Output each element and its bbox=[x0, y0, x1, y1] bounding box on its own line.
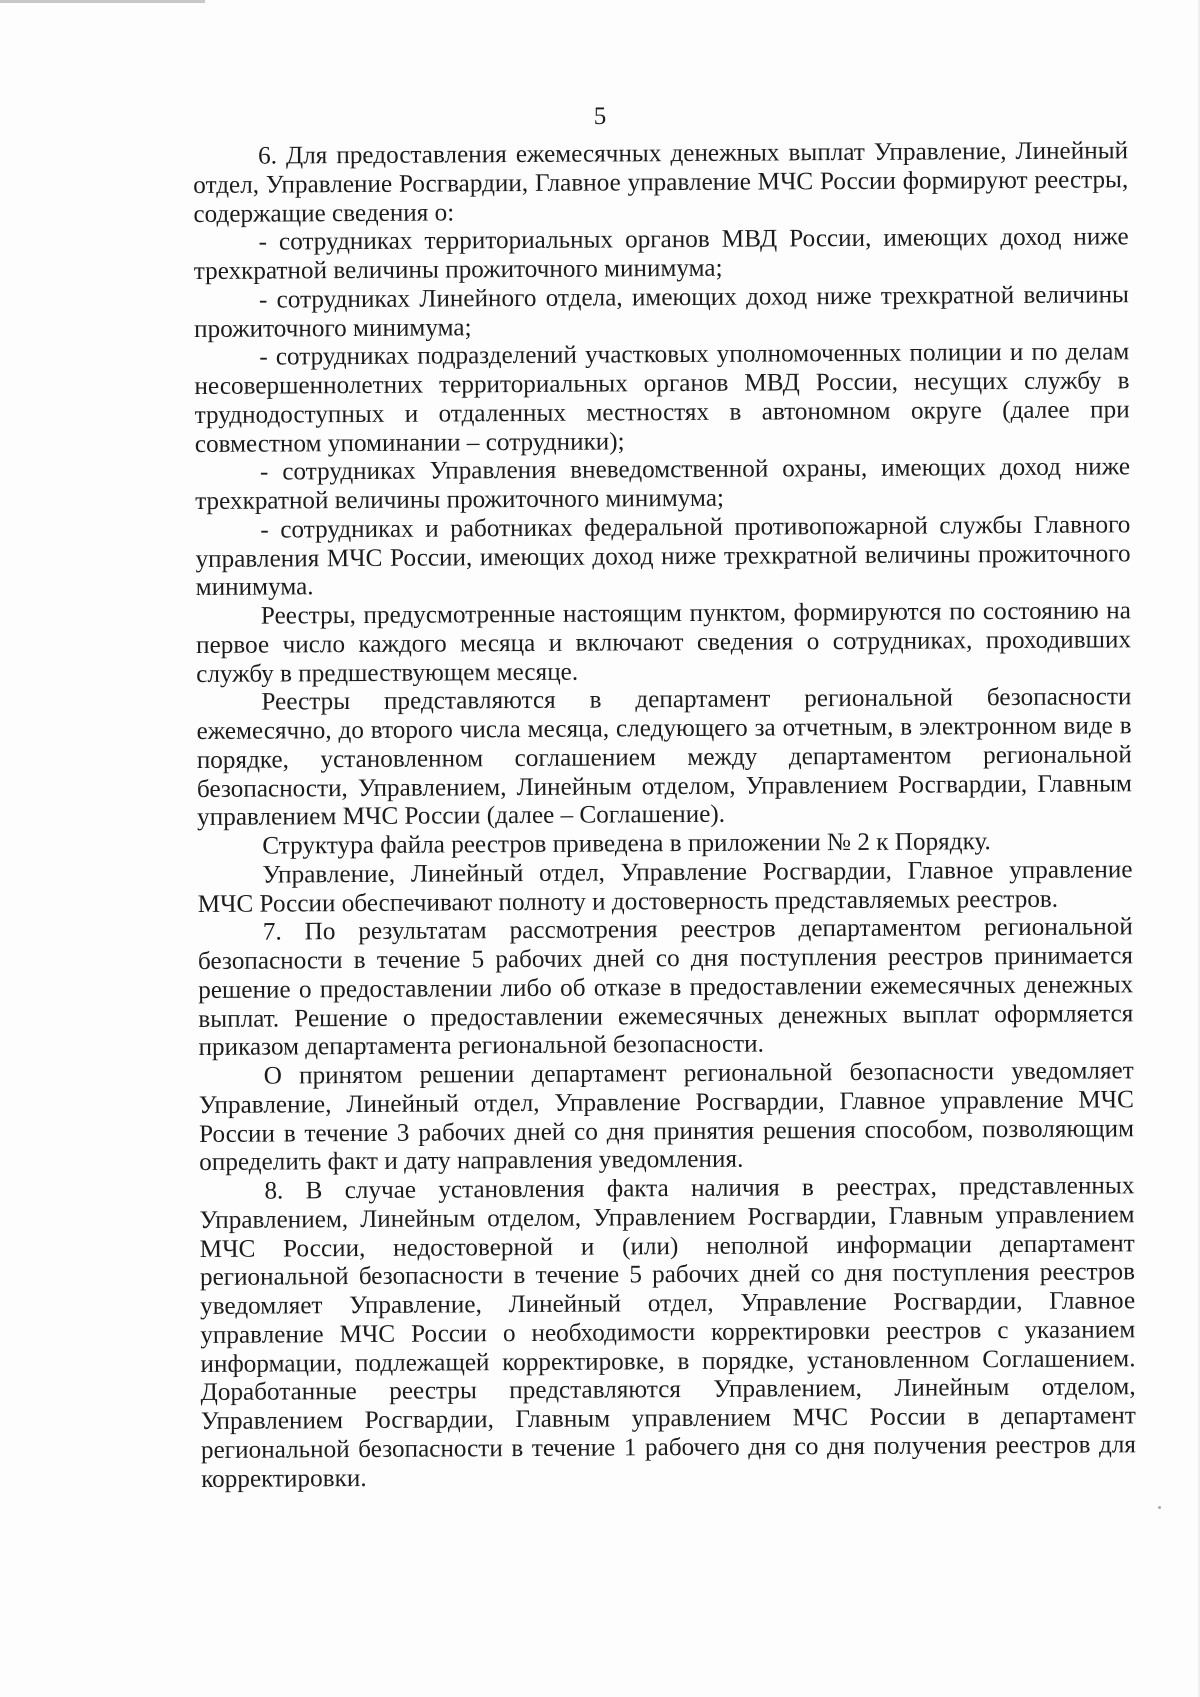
list-item-district-police: - сотрудниках подразделений участковых уполномоченных полиции и по делам несовершеннолетних территориальных органов МВД России, несущих службу в труднодоступных и отдаленных местностях в автономном округе (далее при совместном упоминании – сотрудники); bbox=[194, 338, 1130, 458]
paragraph-6: 6. Для предоставления ежемесячных денежных выплат Управление, Линейный отдел, Управление Росгвардии, Главное управление МЧС России формируют реестры, содержащие сведения о: bbox=[193, 137, 1129, 228]
list-item-mvd-staff: - сотрудниках территориальных органов МВД России, имеющих доход ниже трехкратной величины прожиточного минимума; bbox=[193, 223, 1129, 285]
page-number: 5 bbox=[593, 103, 607, 130]
paragraph-registry-structure: Структура файла реестров приведена в приложении № 2 к Порядку. bbox=[262, 828, 991, 860]
list-item-security-service: - сотрудниках Управления вневедомственной охраны, имеющих доход ниже трехкратной величины прожиточного минимума; bbox=[195, 453, 1131, 515]
paragraph-registry-formation: Реестры, предусмотренные настоящим пунктом, формируются по состоянию на первое число каждого месяца и включают сведения о сотрудниках, проходивших службу в предшествующем месяце. bbox=[195, 597, 1132, 688]
scan-edge-top bbox=[0, 0, 205, 3]
paragraph-7: 7. По результатам рассмотрения реестров департаментом региональной безопасности в течение 5 рабочих дней со дня поступления реестров принимается решение о предоставлении либо об отказе в предоставлении ежемесячных денежных выплат. Решение о предоставлении ежемесячных денежных выплат оформляется приказом департамента региональной безопасности. bbox=[197, 913, 1134, 1062]
paragraph-notification: О принятом решении департамент региональной безопасности уведомляет Управление, Линейный отдел, Управление Росгвардии, Главное управление МЧС России в течение 3 рабочих дней со дня принятия решения способом, позволяющим определить факт и дату направления уведомления. bbox=[198, 1057, 1135, 1177]
paragraph-registry-submission: Реестры представляются в департамент региональной безопасности ежемесячно, до второго числа месяца, следующего за отчетным, в электронном виде в порядке, установленном соглашением между департаментом региональной безопасности, Управлением, Линейным отделом, Управлением Росгвардии, Главным управлением МЧС России (далее – Соглашение). bbox=[196, 683, 1133, 832]
document-body bbox=[193, 137, 1136, 1494]
list-item-linear-department: - сотрудниках Линейного отдела, имеющих доход ниже трехкратной величины прожиточного минимума; bbox=[194, 281, 1130, 343]
paragraph-8: 8. В случае установления факта наличия в реестрах, представленных Управлением, Линейным отделом, Управлением Росгвардии, Главным управлением МЧС России, недостоверной и (или) неполной информации департамент региональной безопасности в течение 5 рабочих дней со дня поступления реестров уведомляет Управление, Линейный отдел, Управление Росгвардии, Главное управление МЧС России о необходимости корректировки реестров с указанием информации, подлежащей корректировке, в порядке, установленном Соглашением. Доработанные реестры представляются Управлением, Линейным отделом, Управлением Росгвардии, Главным управлением МЧС России в департамент региональной безопасности в течение 1 рабочего дня со дня получения реестров для корректировки. bbox=[199, 1172, 1137, 1493]
list-item-fire-service: - сотрудниках и работниках федеральной противопожарной службы Главного управления МЧС России, имеющих доход ниже трехкратной величины прожиточного минимума. bbox=[195, 511, 1131, 602]
scan-speck bbox=[1158, 1506, 1161, 1509]
paragraph-completeness: Управление, Линейный отдел, Управление Росгвардии, Главное управление МЧС России обеспечивают полноту и достоверность представляемых реестров. bbox=[197, 856, 1133, 918]
